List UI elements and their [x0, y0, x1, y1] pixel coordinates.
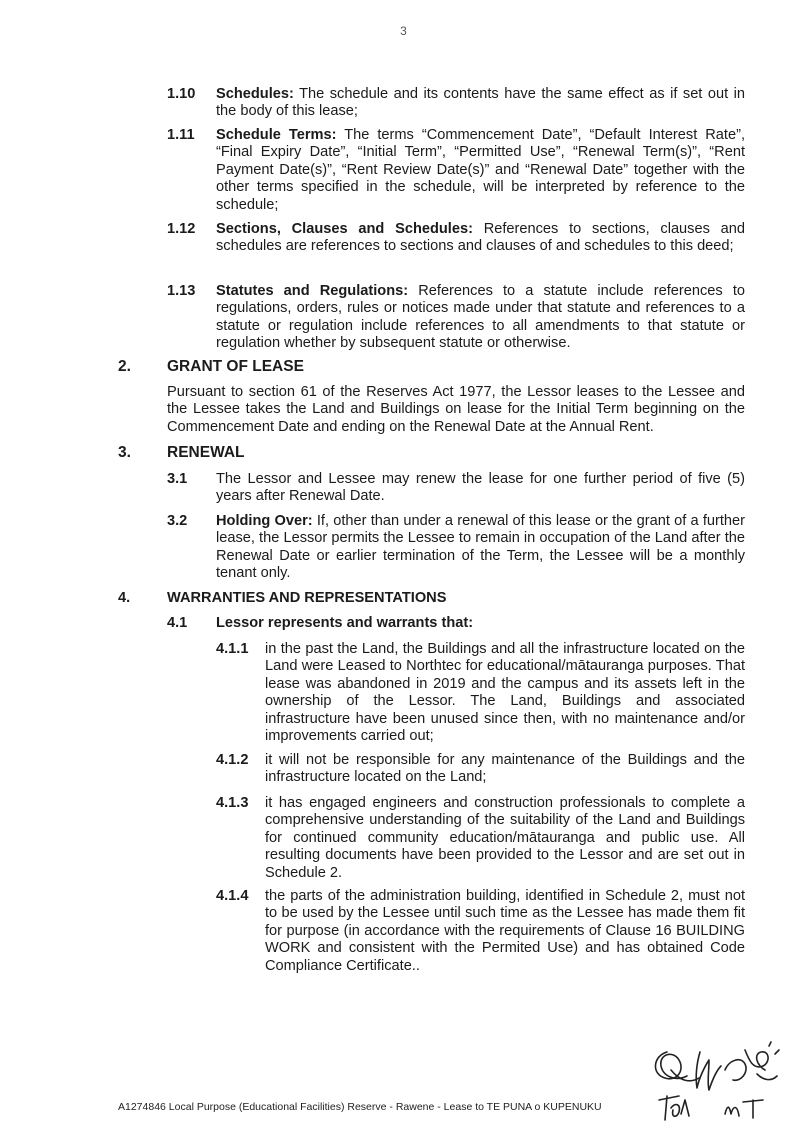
- clause-number: 4.1.4: [216, 888, 249, 904]
- section-title: GRANT OF LEASE: [167, 358, 304, 375]
- clause-1-12: [216, 221, 745, 256]
- clause-text: If, other than under a renewal of this lease or the grant of a further lease, the Lessor permits the Lessee to remain in occupation of the Land after the Renewal Date or earlier termination of the Term, the Lessee will be a monthly tenant only.: [216, 513, 746, 582]
- subsection-title: Lessor represents and warrants that:: [216, 615, 474, 631]
- clause-lead: Holding Over:: [216, 513, 313, 529]
- section-title: RENEWAL: [167, 444, 245, 461]
- clause-4-1-1: in the past the Land, the Buildings and all the infrastructure located on the Land were Leased to Northtec for educational/mātauranga purposes. That lease was abandoned in 2019 and the campus and its assets left in the ownership of the Lessor. The Land, Buildings and associated infrastructure have been unused since then, with no maintenance and/or improvements carried out;: [265, 641, 745, 745]
- clause-number: 3.1: [167, 471, 188, 487]
- subsection-number: 4.1: [167, 615, 188, 631]
- clause-text: References to a statute include references to regulations, orders, rules or notices made under that statute and references to a statute or regulation include references to all amendments to that statute or regulation whether by subsequent statute or otherwise.: [216, 283, 745, 352]
- section-number: 2.: [118, 358, 131, 375]
- clause-text: References to sections, clauses and schedules are references to sections and clauses of and schedules to this deed;: [216, 221, 745, 255]
- clause-4-1-2: it will not be responsible for any maintenance of the Buildings and the infrastructure located on the Land;: [265, 752, 745, 786]
- clause-lead: Schedule Terms:: [216, 127, 337, 143]
- clause-lead: Schedules:: [216, 86, 294, 102]
- clause-text: The schedule and its contents have the same effect as if set out in the body of this lease;: [216, 86, 745, 120]
- clause-number: 4.1.3: [216, 795, 249, 811]
- section-number: 3.: [118, 444, 131, 461]
- clause-number: 1.13: [167, 283, 196, 299]
- section-number: 4.: [118, 590, 131, 606]
- section-title: WARRANTIES AND REPRESENTATIONS: [167, 590, 447, 606]
- clause-4-1-4: the parts of the administration building, identified in Schedule 2, must not to be used by the Lessee until such time as the Lessee has made them fit for purpose (in accordance with the requirements of Clause 16 BUILDING WORK and consistent with the Permited Use) and has obtained Code Compliance Certificate..: [265, 888, 745, 974]
- clause-1-10: [216, 86, 745, 121]
- clause-1-11: [216, 127, 745, 214]
- clause-text: The Lessor and Lessee may renew the lease for one further period of five (5) years after Renewal Date.: [216, 471, 745, 505]
- clause-1-13: [216, 283, 745, 353]
- clause-number: 4.1.1: [216, 641, 249, 657]
- footer-reference: A1274846 Local Purpose (Educational Facilities) Reserve - Rawene - Lease to TE PUNA o KUPENUKU: [118, 1101, 602, 1113]
- page-number: 3: [400, 24, 407, 38]
- clause-number: 3.2: [167, 513, 188, 529]
- section-2-text: Pursuant to section 61 of the Reserves Act 1977, the Lessor leases to the Lessee and the Lessee takes the Land and Buildings on lease for the Initial Term beginning on the Commencement Date and ending on the Renewal Date at the Annual Rent.: [167, 384, 745, 435]
- clause-number: 1.11: [167, 127, 195, 143]
- clause-3-2: [216, 513, 745, 583]
- clause-4-1-3: it has engaged engineers and construction professionals to complete a comprehensive understanding of the suitability of the Land and Buildings for continued community education/mātauranga and public use. All resulting documents have been provided to the Lessor and are set out in Schedule 2.: [265, 795, 745, 881]
- clause-number: 4.1.2: [216, 752, 249, 768]
- clause-lead: Sections, Clauses and Schedules:: [216, 221, 473, 237]
- handwritten-initials: [645, 1030, 795, 1130]
- clause-text: The terms “Commencement Date”, “Default Interest Rate”, “Final Expiry Date”, “Initial Term”, “Permitted Use”, “Renewal Term(s)”, “Rent Payment Date(s)”, “Rent Review Date(s)” and “Renewal Date” together with the other terms specified in the schedule, will be interpreted by reference to the schedule;: [216, 127, 746, 213]
- clause-number: 1.10: [167, 86, 196, 102]
- clause-number: 1.12: [167, 221, 196, 237]
- clause-3-1: [216, 471, 745, 506]
- clause-lead: Statutes and Regulations:: [216, 283, 409, 299]
